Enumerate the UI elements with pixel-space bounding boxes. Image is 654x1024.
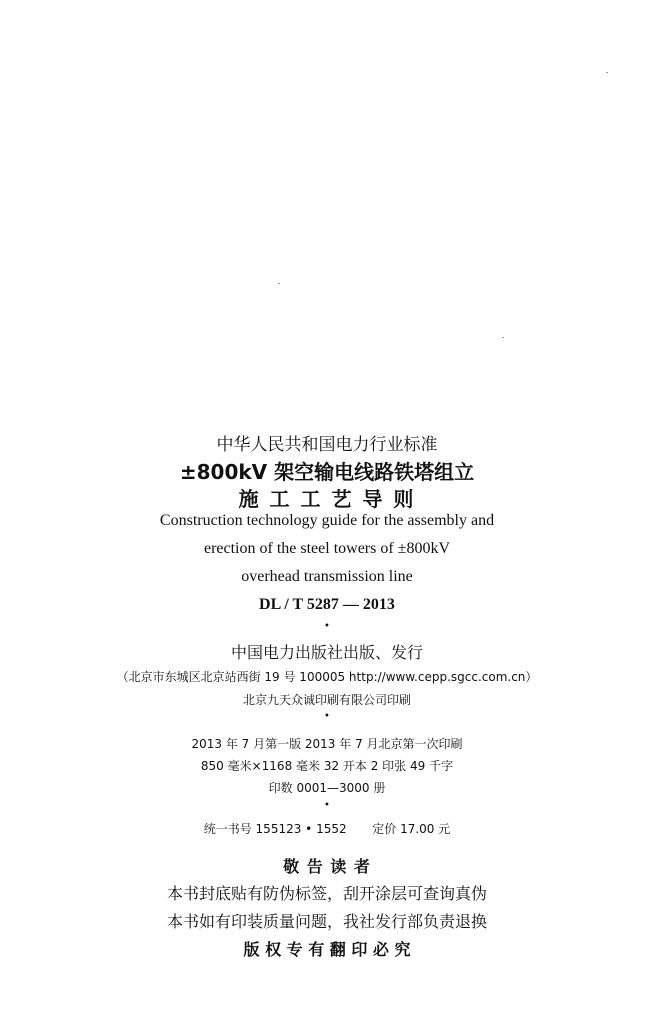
scan-speck bbox=[278, 283, 280, 284]
title-en-line1: Construction technology guide for the assembly and bbox=[159, 512, 495, 529]
standard-category: 中华人民共和国电力行业标准 bbox=[216, 435, 438, 455]
separator-dot: • bbox=[324, 621, 330, 632]
scan-speck bbox=[606, 72, 608, 73]
notice-line2: 本书如有印装质量问题，我社发行部负责退换 bbox=[166, 912, 487, 931]
standard-number: DL / T 5287 — 2013 bbox=[259, 596, 395, 613]
publisher: 中国电力出版社出版、发行 bbox=[230, 643, 423, 662]
scan-speck bbox=[502, 337, 504, 338]
title-en-line2: erection of the steel towers of ±800kV bbox=[203, 540, 451, 557]
format-info: 850 毫米×1168 毫米 32 开本 2 印张 49 千字 bbox=[200, 759, 454, 773]
print-run: 印数 0001—3000 册 bbox=[268, 781, 386, 795]
copyright-notice: 版 权 专 有 翻 印 必 究 bbox=[243, 940, 411, 959]
separator-dot: • bbox=[324, 800, 330, 811]
title-cn-line2: 施 工 工 艺 导 则 bbox=[238, 487, 416, 511]
separator-dot: • bbox=[324, 711, 330, 722]
notice-heading: 敬 告 读 者 bbox=[283, 857, 371, 876]
title-cn-line1: ±800kV 架空输电线路铁塔组立 bbox=[179, 460, 475, 484]
title-en-line3: overhead transmission line bbox=[241, 568, 413, 585]
price: 定价 17.00 元 bbox=[372, 822, 451, 836]
book-number-price bbox=[0, 820, 654, 837]
printer: 北京九天众诚印刷有限公司印刷 bbox=[242, 693, 411, 707]
edition-info: 2013 年 7 月第一版 2013 年 7 月北京第一次印刷 bbox=[191, 737, 463, 751]
notice-line1: 本书封底贴有防伪标签，刮开涂层可查询真伪 bbox=[166, 884, 487, 903]
book-number: 统一书号 155123 • 1552 bbox=[203, 822, 347, 836]
publisher-address: （北京市东城区北京站西街 19 号 100005 http://www.cepp.sgcc.com.cn） bbox=[116, 670, 538, 684]
